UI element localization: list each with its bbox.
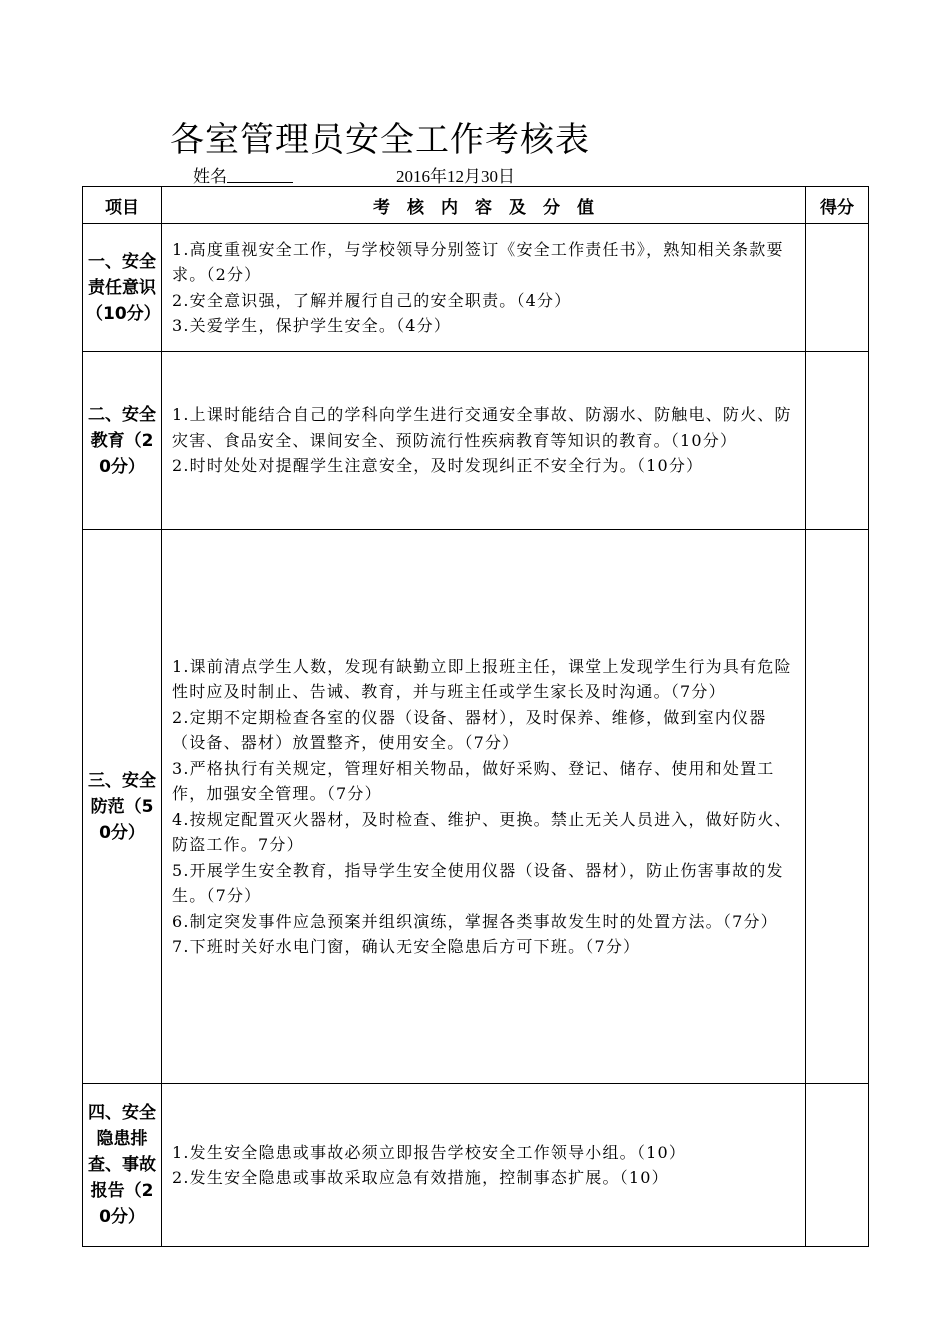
table-row <box>83 1084 869 1247</box>
criteria-item: 1.高度重视安全工作，与学校领导分别签订《安全工作责任书》，熟知相关条款要求。（2分） <box>172 239 784 284</box>
criteria-item: 2.时时处处对提醒学生注意安全，及时发现纠正不安全行为。（10分） <box>172 456 704 476</box>
name-field <box>193 162 293 187</box>
category-cell: 二、安全教育（20分） <box>83 352 162 530</box>
criteria-item: 5.开展学生安全教育，指导学生安全使用仪器（设备、器材），防止伤害事故的发生。（7分） <box>172 860 784 905</box>
criteria-item: 1.发生安全隐患或事故必须立即报告学校安全工作领导小组。（10） <box>172 1142 687 1162</box>
name-blank[interactable] <box>227 166 293 183</box>
criteria-cell <box>162 352 806 530</box>
header-content <box>162 187 806 224</box>
score-cell[interactable] <box>806 224 869 352</box>
score-cell[interactable] <box>806 1084 869 1247</box>
score-cell[interactable] <box>806 352 869 530</box>
criteria-item: 3.关爱学生，保护学生安全。（4分） <box>172 316 452 335</box>
date-text: 2016年12月30日 <box>396 167 515 186</box>
criteria-item: 1.课前清点学生人数，发现有缺勤立即上报班主任，课堂上发现学生行为具有危险性时应及时制止、告诫、教育，并与班主任或学生家长及时沟通。（7分） <box>172 656 792 701</box>
header-content-label: 考核内容及分值 <box>373 197 611 218</box>
criteria-cell <box>162 530 806 1084</box>
category-cell: 四、安全隐患排查、事故报告（20分） <box>83 1084 162 1247</box>
table-row <box>83 530 869 1084</box>
header-score: 得分 <box>806 187 869 224</box>
criteria-item: 6.制定突发事件应急预案并组织演练，掌握各类事故发生时的处置方法。（7分） <box>172 911 778 931</box>
assessment-table <box>82 186 869 1247</box>
criteria-item: 1.上课时能结合自己的学科向学生进行交通安全事故、防溺水、防触电、防火、防灾害、食品安全、课间安全、预防流行性疾病教育等知识的教育。（10分） <box>172 405 792 450</box>
criteria-item: 7.下班时关好水电门窗，确认无安全隐患后方可下班。（7分） <box>172 937 641 956</box>
criteria-item: 4.按规定配置灭火器材，及时检查、维护、更换。禁止无关人员进入，做好防火、防盗工作。7分） <box>172 809 792 854</box>
criteria-item: 2.安全意识强，了解并履行自己的安全职责。（4分） <box>172 290 572 310</box>
table-header-row <box>83 187 869 224</box>
header-item: 项目 <box>83 187 162 224</box>
criteria-item: 2.发生安全隐患或事故采取应急有效措施，控制事态扩展。（10） <box>172 1168 669 1187</box>
table-row <box>83 224 869 352</box>
page-title: 各室管理员安全工作考核表 <box>170 120 590 160</box>
criteria-item: 3.严格执行有关规定，管理好相关物品，做好采购、登记、储存、使用和处置工作，加强安全管理。（7分） <box>172 758 775 803</box>
category-cell: 三、安全防范（50分） <box>83 530 162 1084</box>
category-cell: 一、安全责任意识（10分） <box>83 224 162 352</box>
criteria-cell <box>162 1084 806 1247</box>
criteria-cell <box>162 224 806 352</box>
score-cell[interactable] <box>806 530 869 1084</box>
criteria-item: 2.定期不定期检查各室的仪器（设备、器材），及时保养、维修，做到室内仪器（设备、器材）放置整齐，使用安全。（7分） <box>172 707 767 752</box>
table-row <box>83 352 869 530</box>
name-label: 姓名 <box>193 167 227 186</box>
